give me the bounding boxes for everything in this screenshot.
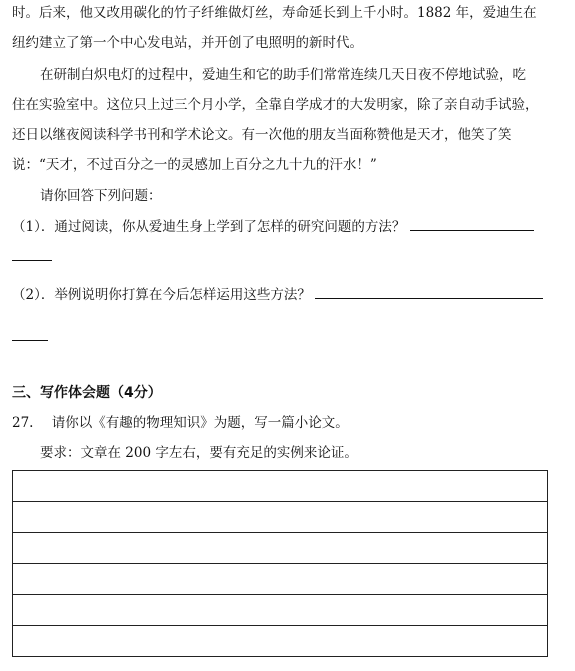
instruction-text: 请你回答下列问题： <box>40 188 162 204</box>
answer-blank-1-continued[interactable] <box>12 246 52 267</box>
answer-blank-1-tail[interactable] <box>12 246 52 261</box>
answer-blank-2-tail[interactable] <box>12 326 48 341</box>
passage-line-2: 纽约建立了第一个中心发电站，并开创了电照明的新时代。 <box>12 35 363 51</box>
essay-prompt: 请你以《有趣的物理知识》为题，写一篇小论文。 <box>51 415 349 431</box>
writing-line[interactable] <box>13 626 547 657</box>
writing-line[interactable] <box>13 595 547 626</box>
essay-requirement: 要求：文章在 200 字左右，要有充足的实例来论证。 <box>40 445 358 461</box>
answer-blank-2[interactable] <box>315 284 543 299</box>
writing-line[interactable] <box>13 471 547 502</box>
item-number: 27. <box>12 415 34 431</box>
question-2-text: （2）．举例说明你打算在今后怎样运用这些方法？ <box>12 287 311 303</box>
writing-grid[interactable] <box>12 470 548 657</box>
answer-blank-1[interactable] <box>410 216 534 231</box>
passage-line-6: 说：“天才，不过百分之一的灵感加上百分之九十九的汗水！” <box>12 157 377 173</box>
writing-line[interactable] <box>13 502 547 533</box>
writing-line[interactable] <box>13 533 547 564</box>
question-1 <box>12 216 534 237</box>
question-27 <box>12 413 349 433</box>
passage-line-4: 住在实验室中。这位只上过三个月小学，全靠自学成才的大发明家，除了亲自动手试验， <box>12 97 539 113</box>
question-1-text: （1）．通过阅读，你从爱迪生身上学到了怎样的研究问题的方法？ <box>12 219 406 235</box>
answer-blank-2-continued[interactable] <box>12 326 48 347</box>
question-2 <box>12 284 543 305</box>
passage-line-3: 在研制白炽电灯的过程中，爱迪生和它的助手们常常连续几天日夜不停地试验，吃 <box>40 67 526 83</box>
writing-line[interactable] <box>13 564 547 595</box>
passage-line-5: 还日以继夜阅读科学书刊和学术论文。有一次他的朋友当面称赞他是天才，他笑了笑 <box>12 127 512 143</box>
section-3-title: 三、写作体会题（4分） <box>12 385 162 401</box>
passage-line-1: 时。后来，他又改用碳化的竹子纤维做灯丝，寿命延长到上千小时。1882 年，爱迪生在 <box>12 5 537 21</box>
